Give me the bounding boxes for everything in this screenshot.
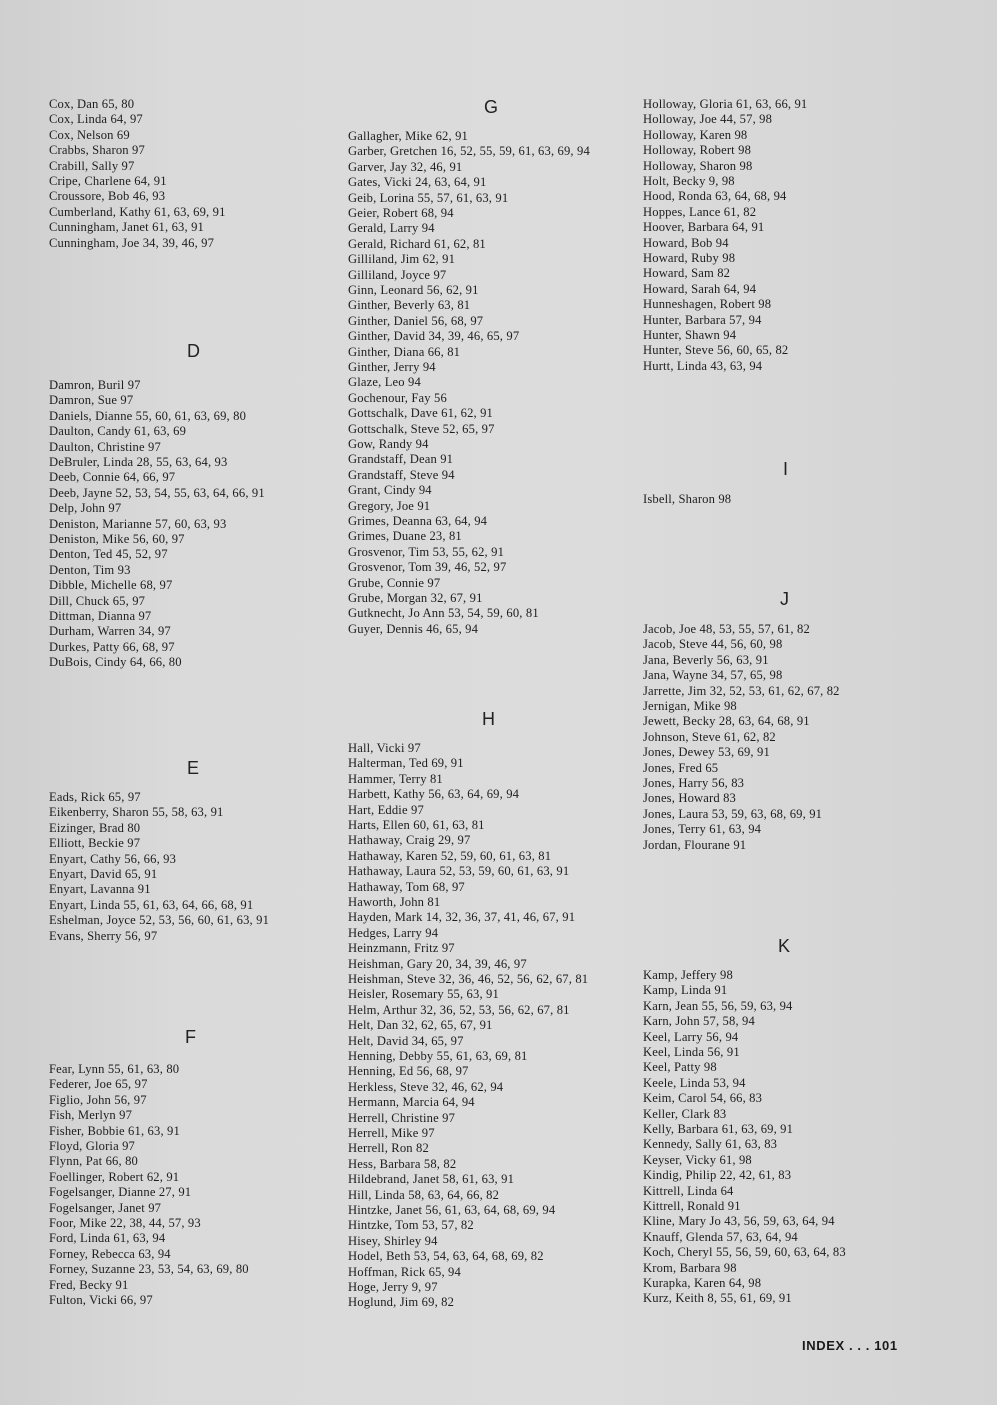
index-entry: Floyd, Gloria 97 xyxy=(49,1139,136,1153)
index-entry: Hart, Eddie 97 xyxy=(348,802,424,817)
section-letter-i: I xyxy=(783,459,789,479)
index-entry: Hall, Vicki 97 xyxy=(348,741,421,755)
index-entry: Fish, Merlyn 97 xyxy=(49,1108,133,1123)
page-footer: INDEX . . . 101 xyxy=(802,1338,898,1353)
section-letter-f: F xyxy=(185,1027,196,1047)
index-entry: Halterman, Ted 69, 91 xyxy=(348,756,464,771)
index-entry: Hunter, Steve 56, 60, 65, 82 xyxy=(643,343,789,358)
index-entry: Helt, David 34, 65, 97 xyxy=(348,1033,464,1048)
index-entry: Jarrette, Jim 32, 52, 53, 61, 62, 67, 82 xyxy=(643,683,840,698)
index-entry: Foellinger, Robert 62, 91 xyxy=(49,1169,180,1184)
index-entry: Harbett, Kathy 56, 63, 64, 69, 94 xyxy=(348,787,520,802)
index-entry: Holloway, Karen 98 xyxy=(643,127,748,142)
index-entry: Gilliland, Joyce 97 xyxy=(348,267,447,282)
index-entry: Haworth, John 81 xyxy=(348,895,441,909)
index-entry: Grimes, Deanna 63, 64, 94 xyxy=(348,514,488,528)
index-entry: Jones, Dewey 53, 69, 91 xyxy=(643,745,770,760)
index-entry: Henning, Ed 56, 68, 97 xyxy=(348,1064,469,1079)
index-entry: Cumberland, Kathy 61, 63, 69, 91 xyxy=(49,204,226,219)
index-entry: Grosvenor, Tom 39, 46, 52, 97 xyxy=(348,560,507,575)
index-entry: Garber, Gretchen 16, 52, 55, 59, 61, 63, 69, 94 xyxy=(348,144,590,159)
index-entry: Forney, Suzanne 23, 53, 54, 63, 69, 80 xyxy=(49,1262,249,1277)
index-entry: Helm, Arthur 32, 36, 52, 53, 56, 62, 67, 81 xyxy=(348,1002,570,1017)
index-entry: Heisler, Rosemary 55, 63, 91 xyxy=(348,987,499,1002)
index-entry: Kamp, Jeffery 98 xyxy=(643,968,733,982)
index-entry: Holt, Becky 9, 98 xyxy=(643,174,735,188)
index-entry: Hayden, Mark 14, 32, 36, 37, 41, 46, 67, 91 xyxy=(348,910,576,925)
index-entry: DeBruler, Linda 28, 55, 63, 64, 93 xyxy=(49,455,228,469)
index-entry: Kline, Mary Jo 43, 56, 59, 63, 64, 94 xyxy=(643,1214,835,1229)
index-entry: Daniels, Dianne 55, 60, 61, 63, 69, 80 xyxy=(49,408,247,423)
section-letter-j: J xyxy=(780,589,789,609)
index-entry: Johnson, Steve 61, 62, 82 xyxy=(643,729,776,744)
index-entry: Hood, Ronda 63, 64, 68, 94 xyxy=(643,189,787,204)
index-entry: Hunter, Barbara 57, 94 xyxy=(643,312,762,327)
index-entry: Holloway, Gloria 61, 63, 66, 91 xyxy=(643,97,808,111)
index-entry: Fogelsanger, Janet 97 xyxy=(49,1200,162,1215)
index-entry: Hermann, Marcia 64, 94 xyxy=(348,1095,475,1110)
index-entry: Forney, Rebecca 63, 94 xyxy=(49,1246,171,1261)
index-entry: Cunningham, Joe 34, 39, 46, 97 xyxy=(49,235,215,250)
index-entry: Crabill, Sally 97 xyxy=(49,158,135,173)
index-entry: Jones, Howard 83 xyxy=(643,791,736,806)
index-entry: Gallagher, Mike 62, 91 xyxy=(348,129,468,143)
index-entry: Jones, Terry 61, 63, 94 xyxy=(643,822,762,837)
index-entry: Jana, Wayne 34, 57, 65, 98 xyxy=(643,668,783,683)
index-entry: Herrell, Christine 97 xyxy=(348,1110,456,1125)
index-entry: Eizinger, Brad 80 xyxy=(49,820,141,835)
index-entry: Holloway, Robert 98 xyxy=(643,143,752,158)
index-entry: Enyart, Cathy 56, 66, 93 xyxy=(49,851,177,866)
index-entry: Hoover, Barbara 64, 91 xyxy=(643,220,765,235)
index-entry: Gregory, Joe 91 xyxy=(348,498,431,513)
index-entry: Herrell, Mike 97 xyxy=(348,1126,435,1140)
index-entry: Isbell, Sharon 98 xyxy=(643,492,732,506)
index-entry: Hoffman, Rick 65, 94 xyxy=(348,1264,461,1279)
index-entry: Gilliland, Jim 62, 91 xyxy=(348,252,456,267)
index-entry: Hill, Linda 58, 63, 64, 66, 82 xyxy=(348,1187,500,1202)
index-entry: Kittrell, Linda 64 xyxy=(643,1183,734,1198)
index-entry: Deniston, Marianne 57, 60, 63, 93 xyxy=(49,516,227,531)
index-entry: Kamp, Linda 91 xyxy=(643,983,728,998)
index-entry: Hintzke, Tom 53, 57, 82 xyxy=(348,1218,474,1233)
index-entry: Keyser, Vicky 61, 98 xyxy=(643,1152,752,1167)
index-entry: Delp, John 97 xyxy=(49,501,122,516)
index-entry: Jones, Fred 65 xyxy=(643,760,719,775)
section-letter-k: K xyxy=(778,936,791,956)
index-entry: Heishman, Gary 20, 34, 39, 46, 97 xyxy=(348,956,527,971)
index-entry: Cox, Dan 65, 80 xyxy=(49,97,135,111)
index-entry: Hoglund, Jim 69, 82 xyxy=(348,1295,455,1310)
index-entry: Enyart, Lavanna 91 xyxy=(49,882,151,897)
index-entry: Federer, Joe 65, 97 xyxy=(49,1077,148,1092)
index-entry: Hedges, Larry 94 xyxy=(348,925,439,940)
index-entry: Hess, Barbara 58, 82 xyxy=(348,1156,457,1171)
index-entry: Jacob, Steve 44, 56, 60, 98 xyxy=(643,637,783,652)
index-entry: Kindig, Philip 22, 42, 61, 83 xyxy=(643,1168,792,1183)
index-entry: Grube, Morgan 32, 67, 91 xyxy=(348,591,483,605)
index-entry: Herkless, Steve 32, 46, 62, 94 xyxy=(348,1079,504,1094)
index-entry: Cox, Nelson 69 xyxy=(49,127,130,142)
index-entry: Deeb, Jayne 52, 53, 54, 55, 63, 64, 66, 91 xyxy=(49,485,265,500)
index-entry: Evans, Sherry 56, 97 xyxy=(49,928,158,943)
index-entry: Jana, Beverly 56, 63, 91 xyxy=(643,652,769,667)
index-entry: Figlio, John 56, 97 xyxy=(49,1092,147,1107)
index-entry: Howard, Sarah 64, 94 xyxy=(643,281,757,296)
index-entry: Hunter, Shawn 94 xyxy=(643,328,737,342)
index-entry: Grant, Cindy 94 xyxy=(348,483,432,498)
index-entry: Grandstaff, Dean 91 xyxy=(348,452,454,467)
index-entry: Glaze, Leo 94 xyxy=(348,375,421,390)
index-entry: Keller, Clark 83 xyxy=(643,1106,727,1121)
index-entry: Enyart, David 65, 91 xyxy=(49,867,158,881)
index-entry: Cripe, Charlene 64, 91 xyxy=(49,174,167,188)
index-entry: Hathaway, Tom 68, 97 xyxy=(348,879,465,894)
index-entry: Holloway, Sharon 98 xyxy=(643,158,753,173)
index-entry: Henning, Debby 55, 61, 63, 69, 81 xyxy=(348,1049,528,1063)
index-entry: Gutknecht, Jo Ann 53, 54, 59, 60, 81 xyxy=(348,606,539,621)
index-entry: Jewett, Becky 28, 63, 64, 68, 91 xyxy=(643,714,810,729)
index-entry: Karn, John 57, 58, 94 xyxy=(643,1014,755,1029)
section-letter-d: D xyxy=(187,341,200,361)
index-entry: Foor, Mike 22, 38, 44, 57, 93 xyxy=(49,1216,201,1230)
index-entry: Keel, Patty 98 xyxy=(643,1060,717,1075)
index-entry: Keel, Larry 56, 94 xyxy=(643,1029,739,1044)
index-entry: Geier, Robert 68, 94 xyxy=(348,206,454,220)
index-entry: Gerald, Richard 61, 62, 81 xyxy=(348,236,486,251)
index-entry: DuBois, Cindy 64, 66, 80 xyxy=(49,655,182,670)
index-entry: Elliott, Beckie 97 xyxy=(49,836,141,851)
index-entry: Eikenberry, Sharon 55, 58, 63, 91 xyxy=(49,805,224,820)
index-entry: Grimes, Duane 23, 81 xyxy=(348,529,462,544)
section-letter-e: E xyxy=(187,758,200,778)
index-entry: Heishman, Steve 32, 36, 46, 52, 56, 62, 67, 81 xyxy=(348,972,589,986)
index-entry: Ginther, Daniel 56, 68, 97 xyxy=(348,313,484,328)
index-entry: Kittrell, Ronald 91 xyxy=(643,1199,741,1213)
index-entry: Grandstaff, Steve 94 xyxy=(348,467,455,482)
index-entry: Keele, Linda 53, 94 xyxy=(643,1075,746,1090)
index-entry: Hathaway, Karen 52, 59, 60, 61, 63, 81 xyxy=(348,848,552,863)
index-entry: Dittman, Dianna 97 xyxy=(49,609,152,623)
index-entry: Howard, Ruby 98 xyxy=(643,251,736,265)
index-entry: Cox, Linda 64, 97 xyxy=(49,112,143,127)
index-entry: Grosvenor, Tim 53, 55, 62, 91 xyxy=(348,544,505,559)
index-entry: Kennedy, Sally 61, 63, 83 xyxy=(643,1137,778,1152)
index-entry: Hoppes, Lance 61, 82 xyxy=(643,204,757,219)
index-entry: Heinzmann, Fritz 97 xyxy=(348,941,455,956)
index-entry: Kurz, Keith 8, 55, 61, 69, 91 xyxy=(643,1291,792,1306)
index-entry: Kelly, Barbara 61, 63, 69, 91 xyxy=(643,1122,794,1136)
index-entry: Daulton, Candy 61, 63, 69 xyxy=(49,424,187,439)
index-entry: Eshelman, Joyce 52, 53, 56, 60, 61, 63, 91 xyxy=(49,913,270,928)
index-entry: Jones, Laura 53, 59, 63, 68, 69, 91 xyxy=(643,806,823,821)
index-entry: Gottschalk, Dave 61, 62, 91 xyxy=(348,406,494,421)
index-entry: Fogelsanger, Dianne 27, 91 xyxy=(49,1185,192,1200)
index-entry: Hathaway, Craig 29, 97 xyxy=(348,833,471,848)
index-entry: Eads, Rick 65, 97 xyxy=(49,790,141,804)
index-entry: Croussore, Bob 46, 93 xyxy=(49,189,166,204)
index-entry: Gerald, Larry 94 xyxy=(348,221,435,236)
index-entry: Fred, Becky 91 xyxy=(49,1277,129,1292)
index-entry: Herrell, Ron 82 xyxy=(348,1141,429,1156)
index-entry: Jordan, Flourane 91 xyxy=(643,837,747,852)
index-entry: Crabbs, Sharon 97 xyxy=(49,143,145,158)
index-entry: Dill, Chuck 65, 97 xyxy=(49,593,146,608)
index-entry: Ford, Linda 61, 63, 94 xyxy=(49,1231,166,1246)
index-entry: Ginn, Leonard 56, 62, 91 xyxy=(348,283,479,297)
index-entry: Ginther, Beverly 63, 81 xyxy=(348,298,471,313)
index-entry: Hoge, Jerry 9, 97 xyxy=(348,1280,438,1294)
index-entry: Howard, Sam 82 xyxy=(643,266,731,281)
index-entry: Gochenour, Fay 56 xyxy=(348,390,447,405)
index-entry: Koch, Cheryl 55, 56, 59, 60, 63, 64, 83 xyxy=(643,1245,846,1260)
index-entry: Harts, Ellen 60, 61, 63, 81 xyxy=(348,818,485,832)
index-entry: Grube, Connie 97 xyxy=(348,575,441,590)
index-entry: Jacob, Joe 48, 53, 55, 57, 61, 82 xyxy=(643,622,810,636)
index-entry: Cunningham, Janet 61, 63, 91 xyxy=(49,220,204,235)
index-entry: Ginther, David 34, 39, 46, 65, 97 xyxy=(348,329,520,344)
index-entry: Denton, Ted 45, 52, 97 xyxy=(49,547,168,562)
index-entry: Holloway, Joe 44, 57, 98 xyxy=(643,112,773,127)
section-letter-h: H xyxy=(482,709,495,729)
index-entry: Jones, Harry 56, 83 xyxy=(643,776,745,790)
index-entry: Fisher, Bobbie 61, 63, 91 xyxy=(49,1123,180,1138)
index-entry: Daulton, Christine 97 xyxy=(49,439,161,454)
index-entry: Hodel, Beth 53, 54, 63, 64, 68, 69, 82 xyxy=(348,1249,544,1264)
index-entry: Hathaway, Laura 52, 53, 59, 60, 61, 63, 91 xyxy=(348,864,570,879)
index-entry: Dibble, Michelle 68, 97 xyxy=(49,578,173,593)
index-entry: Howard, Bob 94 xyxy=(643,235,729,250)
index-entry: Deniston, Mike 56, 60, 97 xyxy=(49,532,185,546)
index-entry: Denton, Tim 93 xyxy=(49,562,131,577)
index-entry: Karn, Jean 55, 56, 59, 63, 94 xyxy=(643,998,793,1013)
index-entry: Guyer, Dennis 46, 65, 94 xyxy=(348,621,479,636)
index-entry: Knauff, Glenda 57, 63, 64, 94 xyxy=(643,1229,798,1244)
index-entry: Ginther, Diana 66, 81 xyxy=(348,344,461,359)
index-entry: Geib, Lorina 55, 57, 61, 63, 91 xyxy=(348,190,509,205)
index-entry: Gates, Vicki 24, 63, 64, 91 xyxy=(348,175,487,190)
index-entry: Helt, Dan 32, 62, 65, 67, 91 xyxy=(348,1018,493,1033)
index-entry: Gow, Randy 94 xyxy=(348,437,429,451)
index-entry: Hisey, Shirley 94 xyxy=(348,1233,438,1248)
index-entry: Hammer, Terry 81 xyxy=(348,771,443,786)
index-entry: Durham, Warren 34, 97 xyxy=(49,624,171,639)
index-entry: Hurtt, Linda 43, 63, 94 xyxy=(643,358,763,373)
index-entry: Gottschalk, Steve 52, 65, 97 xyxy=(348,421,495,436)
index-entry: Hintzke, Janet 56, 61, 63, 64, 68, 69, 94 xyxy=(348,1203,556,1217)
index-entry: Damron, Sue 97 xyxy=(49,393,134,408)
index-entry: Keel, Linda 56, 91 xyxy=(643,1045,740,1059)
index-entry: Deeb, Connie 64, 66, 97 xyxy=(49,470,176,485)
index-entry: Fulton, Vicki 66, 97 xyxy=(49,1293,153,1307)
section-letter-g: G xyxy=(484,97,499,117)
index-entry: Ginther, Jerry 94 xyxy=(348,360,436,374)
index-entry: Krom, Barbara 98 xyxy=(643,1260,737,1275)
index-entry: Fear, Lynn 55, 61, 63, 80 xyxy=(49,1062,180,1076)
index-entry: Garver, Jay 32, 46, 91 xyxy=(348,159,463,174)
index-entry: Hunneshagen, Robert 98 xyxy=(643,297,772,312)
index-entry: Enyart, Linda 55, 61, 63, 64, 66, 68, 91 xyxy=(49,897,254,912)
index-entry: Durkes, Patty 66, 68, 97 xyxy=(49,639,175,654)
index-entry: Damron, Buril 97 xyxy=(49,378,141,392)
index-entry: Kurapka, Karen 64, 98 xyxy=(643,1276,762,1290)
index-entry: Hildebrand, Janet 58, 61, 63, 91 xyxy=(348,1172,515,1187)
index-entry: Keim, Carol 54, 66, 83 xyxy=(643,1091,763,1106)
index-entry: Flynn, Pat 66, 80 xyxy=(49,1154,138,1169)
index-entry: Jernigan, Mike 98 xyxy=(643,699,737,713)
